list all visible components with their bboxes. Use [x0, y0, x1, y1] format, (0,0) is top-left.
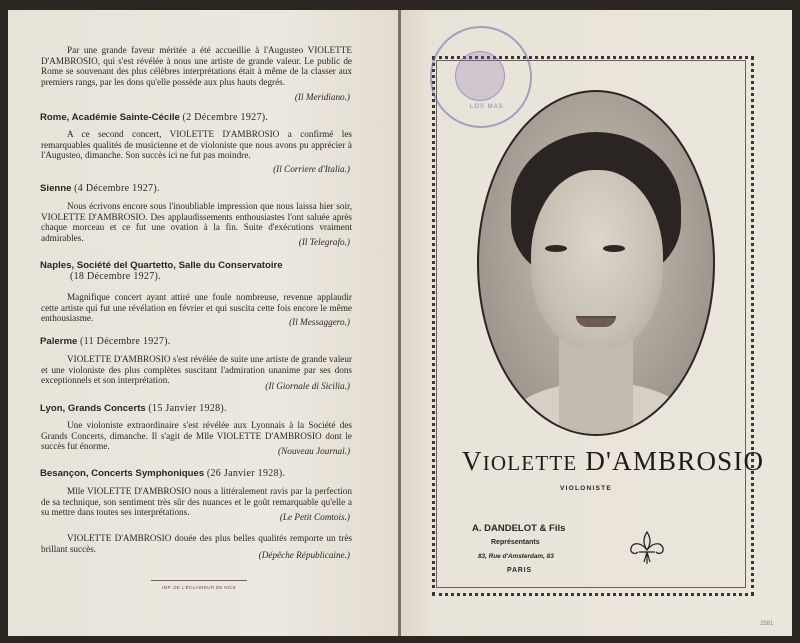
spine — [398, 10, 401, 636]
stamp-seal — [455, 51, 505, 101]
imprint-rule — [151, 580, 247, 581]
review-heading: Naples, Société del Quartetto, Salle du Conservatoire (18 Décembre 1927). — [40, 260, 283, 282]
agency-role: Représentants — [491, 539, 540, 546]
stamp-text: LOS MAS — [470, 104, 504, 110]
artist-name: VIOLETTE D'AMBROSIO — [462, 446, 765, 476]
portrait-eye — [545, 245, 567, 252]
fleur-de-lis-icon — [627, 530, 667, 566]
review-source: (Il Telegrafo.) — [298, 237, 350, 247]
review-heading: Sienne (4 Décembre 1927). — [40, 183, 160, 194]
review-heading: Rome, Académie Sainte-Cécile (2 Décembre 1927). — [40, 112, 269, 123]
review-heading: Palerme (11 Décembre 1927). — [40, 336, 171, 347]
review-text: VIOLETTE D'AMBROSIO s'est révélée de suite une artiste de grande valeur et une violoniste des plus complètes suscitant l'admiration unanime par ses dons exceptionnels et son interprétation. — [41, 354, 352, 386]
review-text: Nous écrivons encore sous l'inoubliable impression que nous laissa hier soir, VIOLETTE D'AMBROSIO. Des applaudissements enthousiastes l'ont saluée après chaque morceau et ce fut une ovation à la fin. Suite d'exécutions vraiment admirables. — [41, 201, 352, 243]
review-source: (Il Corriere d'Italia.) — [273, 164, 350, 174]
portrait-photo — [477, 90, 715, 436]
closing-paragraph: VIOLETTE D'AMBROSIO douée des plus belles qualités remporte un très brillant succès. — [41, 533, 352, 554]
portrait-mouth — [576, 316, 616, 327]
portrait-eye — [603, 245, 625, 252]
review-text: Une violoniste extraordinaire s'est révélée aux Lyonnais à la Société des Grands Concerts, dimanche. Il s'agit de Mlle VIOLETTE D'AMBROSIO dont le succès fut énorme. — [41, 420, 352, 452]
agency-city: PARIS — [507, 567, 532, 574]
printer-imprint: IMP. DE L'ÉCLAIREUR DE NICE — [162, 585, 237, 590]
review-source: (Nouveau Journal.) — [278, 446, 350, 456]
review-heading: Lyon, Grands Concerts (15 Janvier 1928). — [40, 403, 227, 414]
catalog-reference: 2581 — [760, 621, 774, 627]
review-text: Magnifique concert ayant attiré une foule nombreuse, revenue applaudir cette artiste qui fut une révélation en février et qui suscita cette fois encore le même enthousiasme. — [41, 292, 352, 324]
artist-subtitle: VIOLONISTE — [560, 485, 612, 492]
review-source: (Il Giornale di Sicilia.) — [265, 381, 350, 391]
agency-name: A. DANDELOT & Fils — [472, 523, 566, 534]
review-heading: Besançon, Concerts Symphoniques (26 Janvier 1928). — [40, 468, 286, 479]
agency-address: 83, Rue d'Amsterdam, 83 — [478, 553, 554, 560]
review-text: A ce second concert, VIOLETTE D'AMBROSIO a confirmé les remarquables qualités de musicienne et de violoniste que nous avons pu apprécier à l'Augusteo, dimanche. Son succès ici ne fut pas moindre. — [41, 129, 352, 161]
review-text: Mlle VIOLETTE D'AMBROSIO nous a littéralement ravis par la perfection de sa technique, son sentiment très sûr des nuances et le goût remarquable qu'elle a su mettre dans toutes ses interprétations. — [41, 486, 352, 518]
review-source: (Il Messaggero.) — [289, 317, 350, 327]
intro-source: (Il Meridiano.) — [294, 92, 350, 102]
review-source: (Le Petit Comtois.) — [279, 512, 350, 522]
closing-source: (Dépêche Républicaine.) — [258, 550, 350, 560]
intro-paragraph: Par une grande faveur méritée a été accueillie à l'Augusteo VIOLETTE D'AMBROSIO, qui s'est révélée à nous une artiste de grande valeur. Le public de Rome se souvenant des plus célèbres interprétations était à même de la classer aux premiers rangs, par les dons qu'elle possède aux plus hauts degrés. — [41, 45, 352, 87]
